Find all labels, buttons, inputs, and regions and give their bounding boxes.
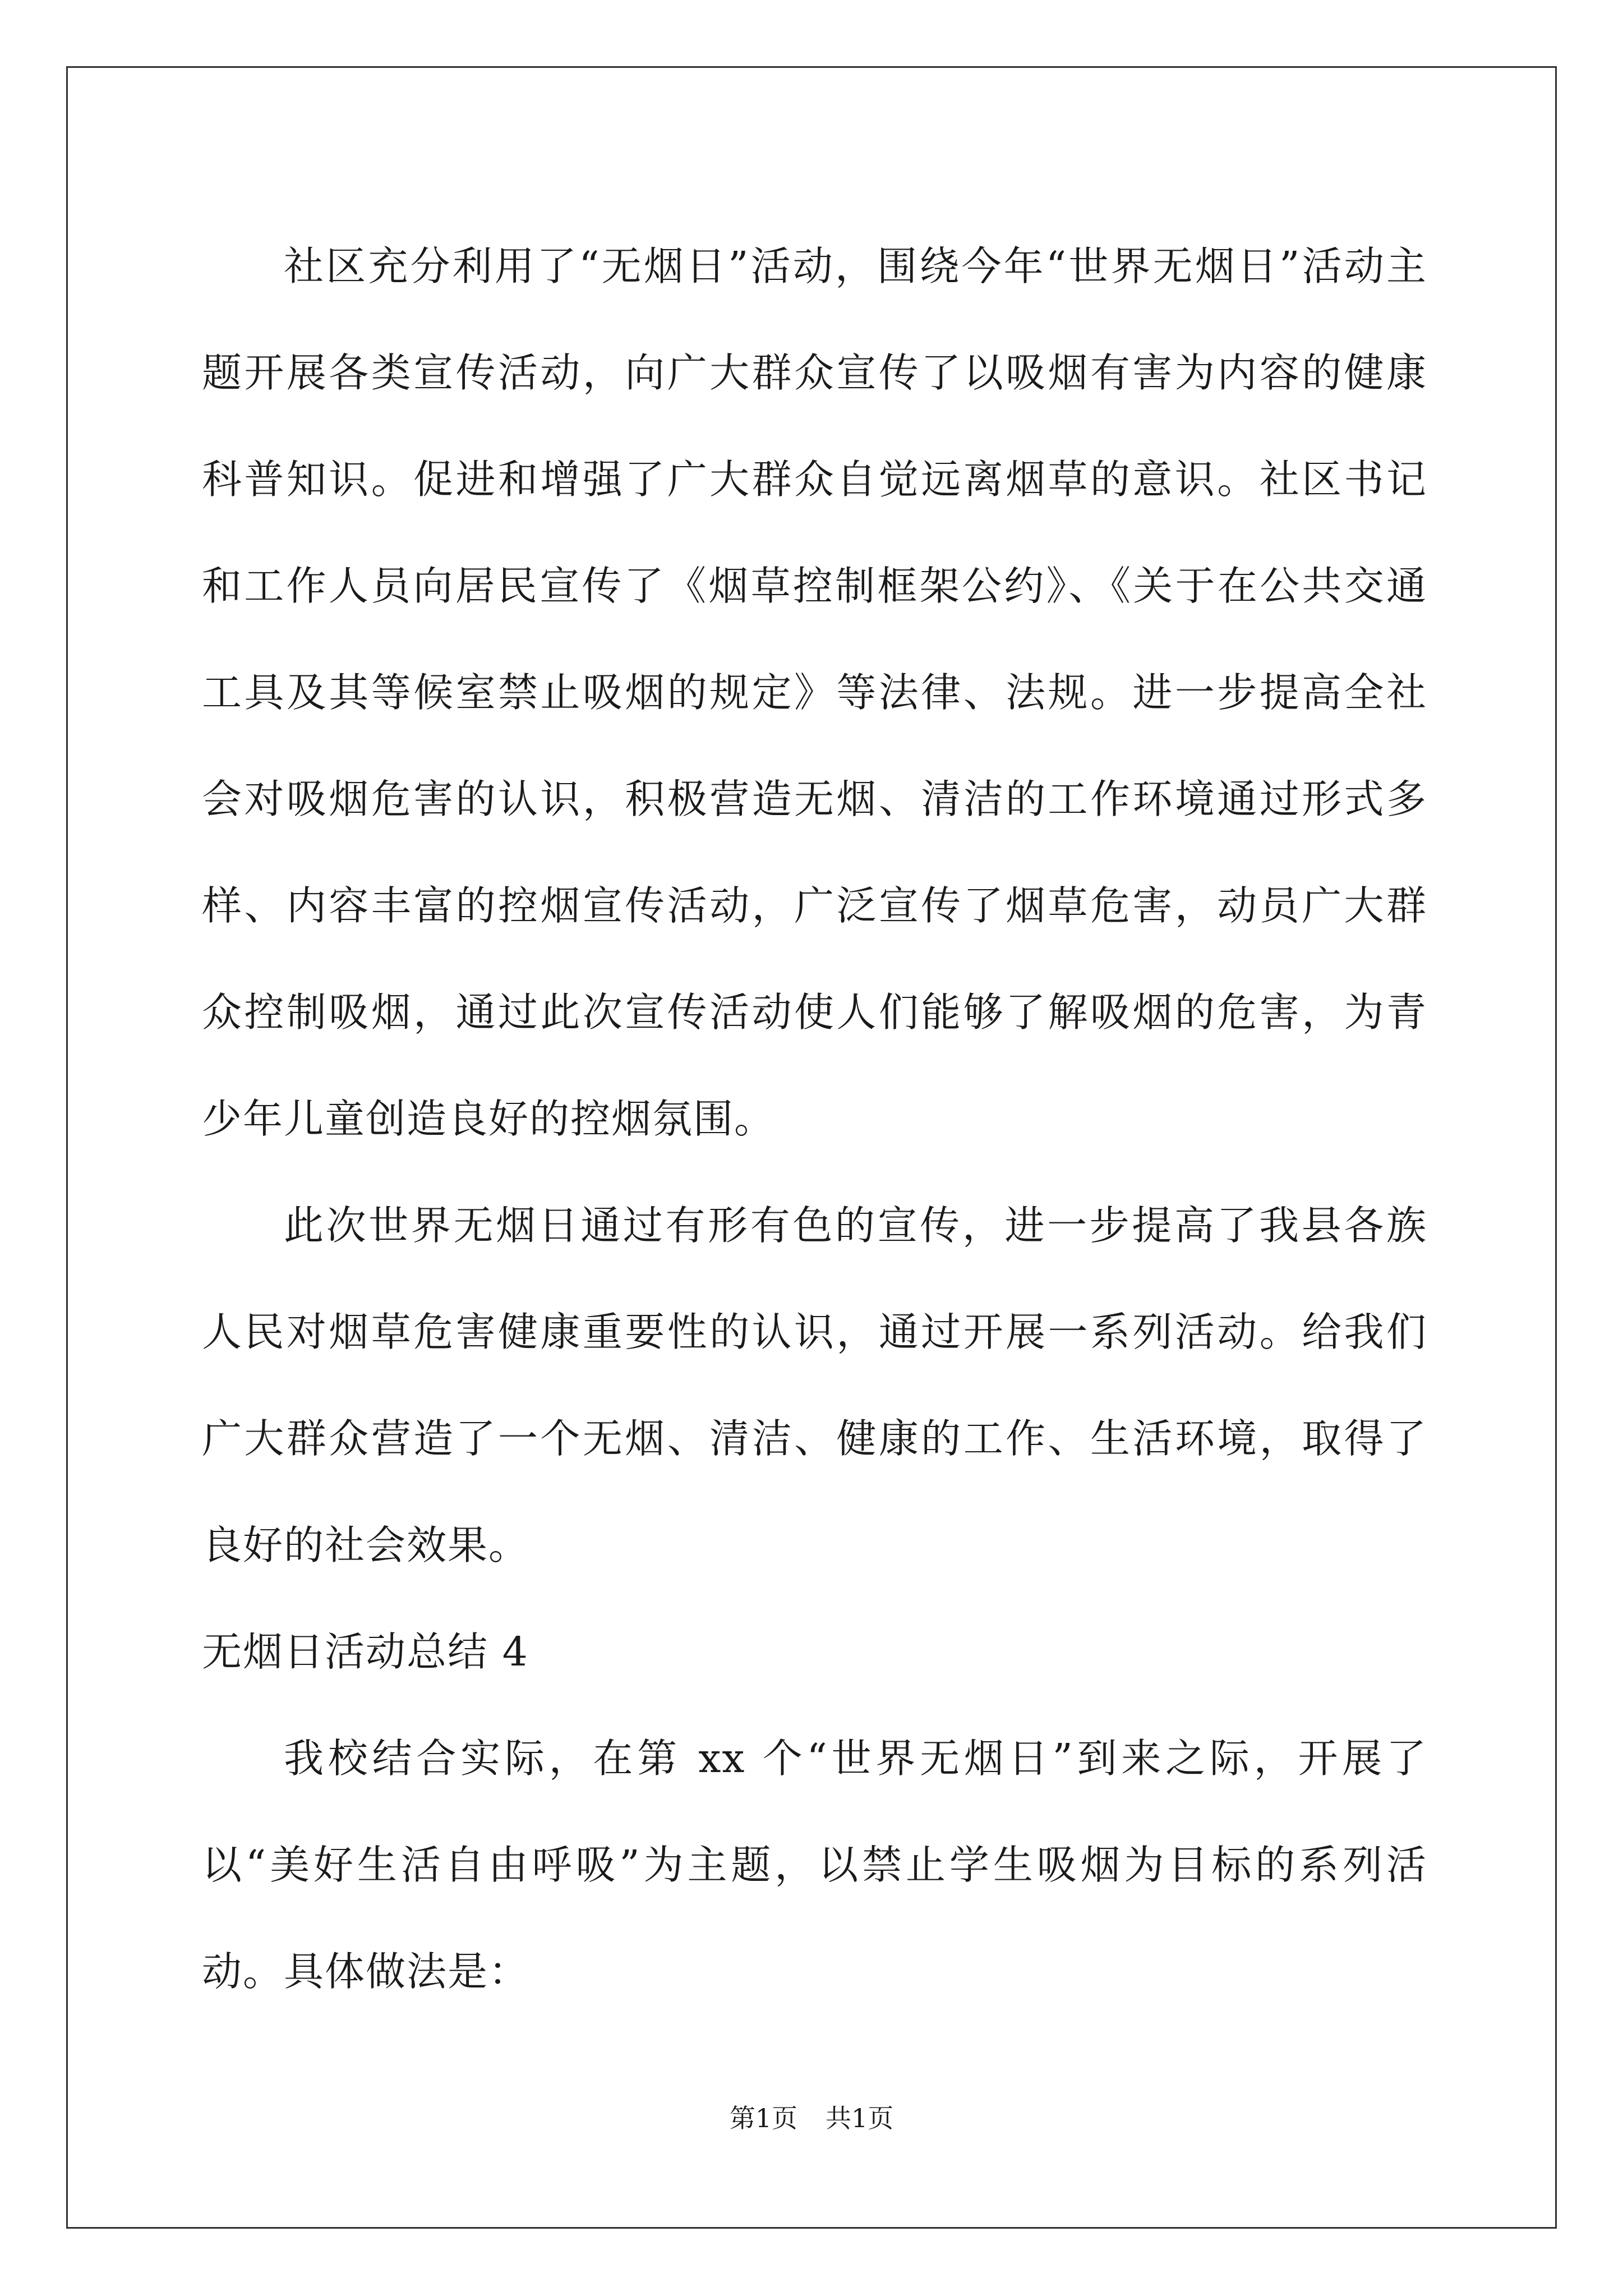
paragraph-3: 我校结合实际，在第 xx 个“世界无烟日”到来之际，开展了以“美好生活自由呼吸”为主题，以禁止学生吸烟为目标的系列活动。具体做法是： <box>202 1735 1427 1995</box>
section-heading: 无烟日活动总结 4 <box>202 1628 529 1675</box>
page-number: 第1页 <box>729 2103 797 2133</box>
page-footer <box>0 2101 1623 2135</box>
document-body <box>202 213 1427 2025</box>
paragraph-1: 社区充分利用了“无烟日”活动，围绕今年“世界无烟日”活动主题开展各类宣传活动，向广大群众宣传了以吸烟有害为内容的健康科普知识。促进和增强了广大群众自觉远离烟草的意识。社区书记和工作人员向居民宣传了《烟草控制框架公约》、《关于在公共交通工具及其等候室禁止吸烟的规定》等法律、法规。进一步提高全社会对吸烟危害的认识，积极营造无烟、清洁的工作环境通过形式多样、内容丰富的控烟宣传活动，广泛宣传了烟草危害，动员广大群众控制吸烟，通过此次宣传活动使人们能够了解吸烟的危害，为青少年儿童创造良好的控烟氛围。 <box>202 243 1427 1142</box>
paragraph-2: 此次世界无烟日通过有形有色的宣传，进一步提高了我县各族人民对烟草危害健康重要性的认识，通过开展一系列活动。给我们广大群众营造了一个无烟、清洁、健康的工作、生活环境，取得了良好的社会效果。 <box>202 1202 1427 1568</box>
page-total: 共1页 <box>826 2103 894 2133</box>
